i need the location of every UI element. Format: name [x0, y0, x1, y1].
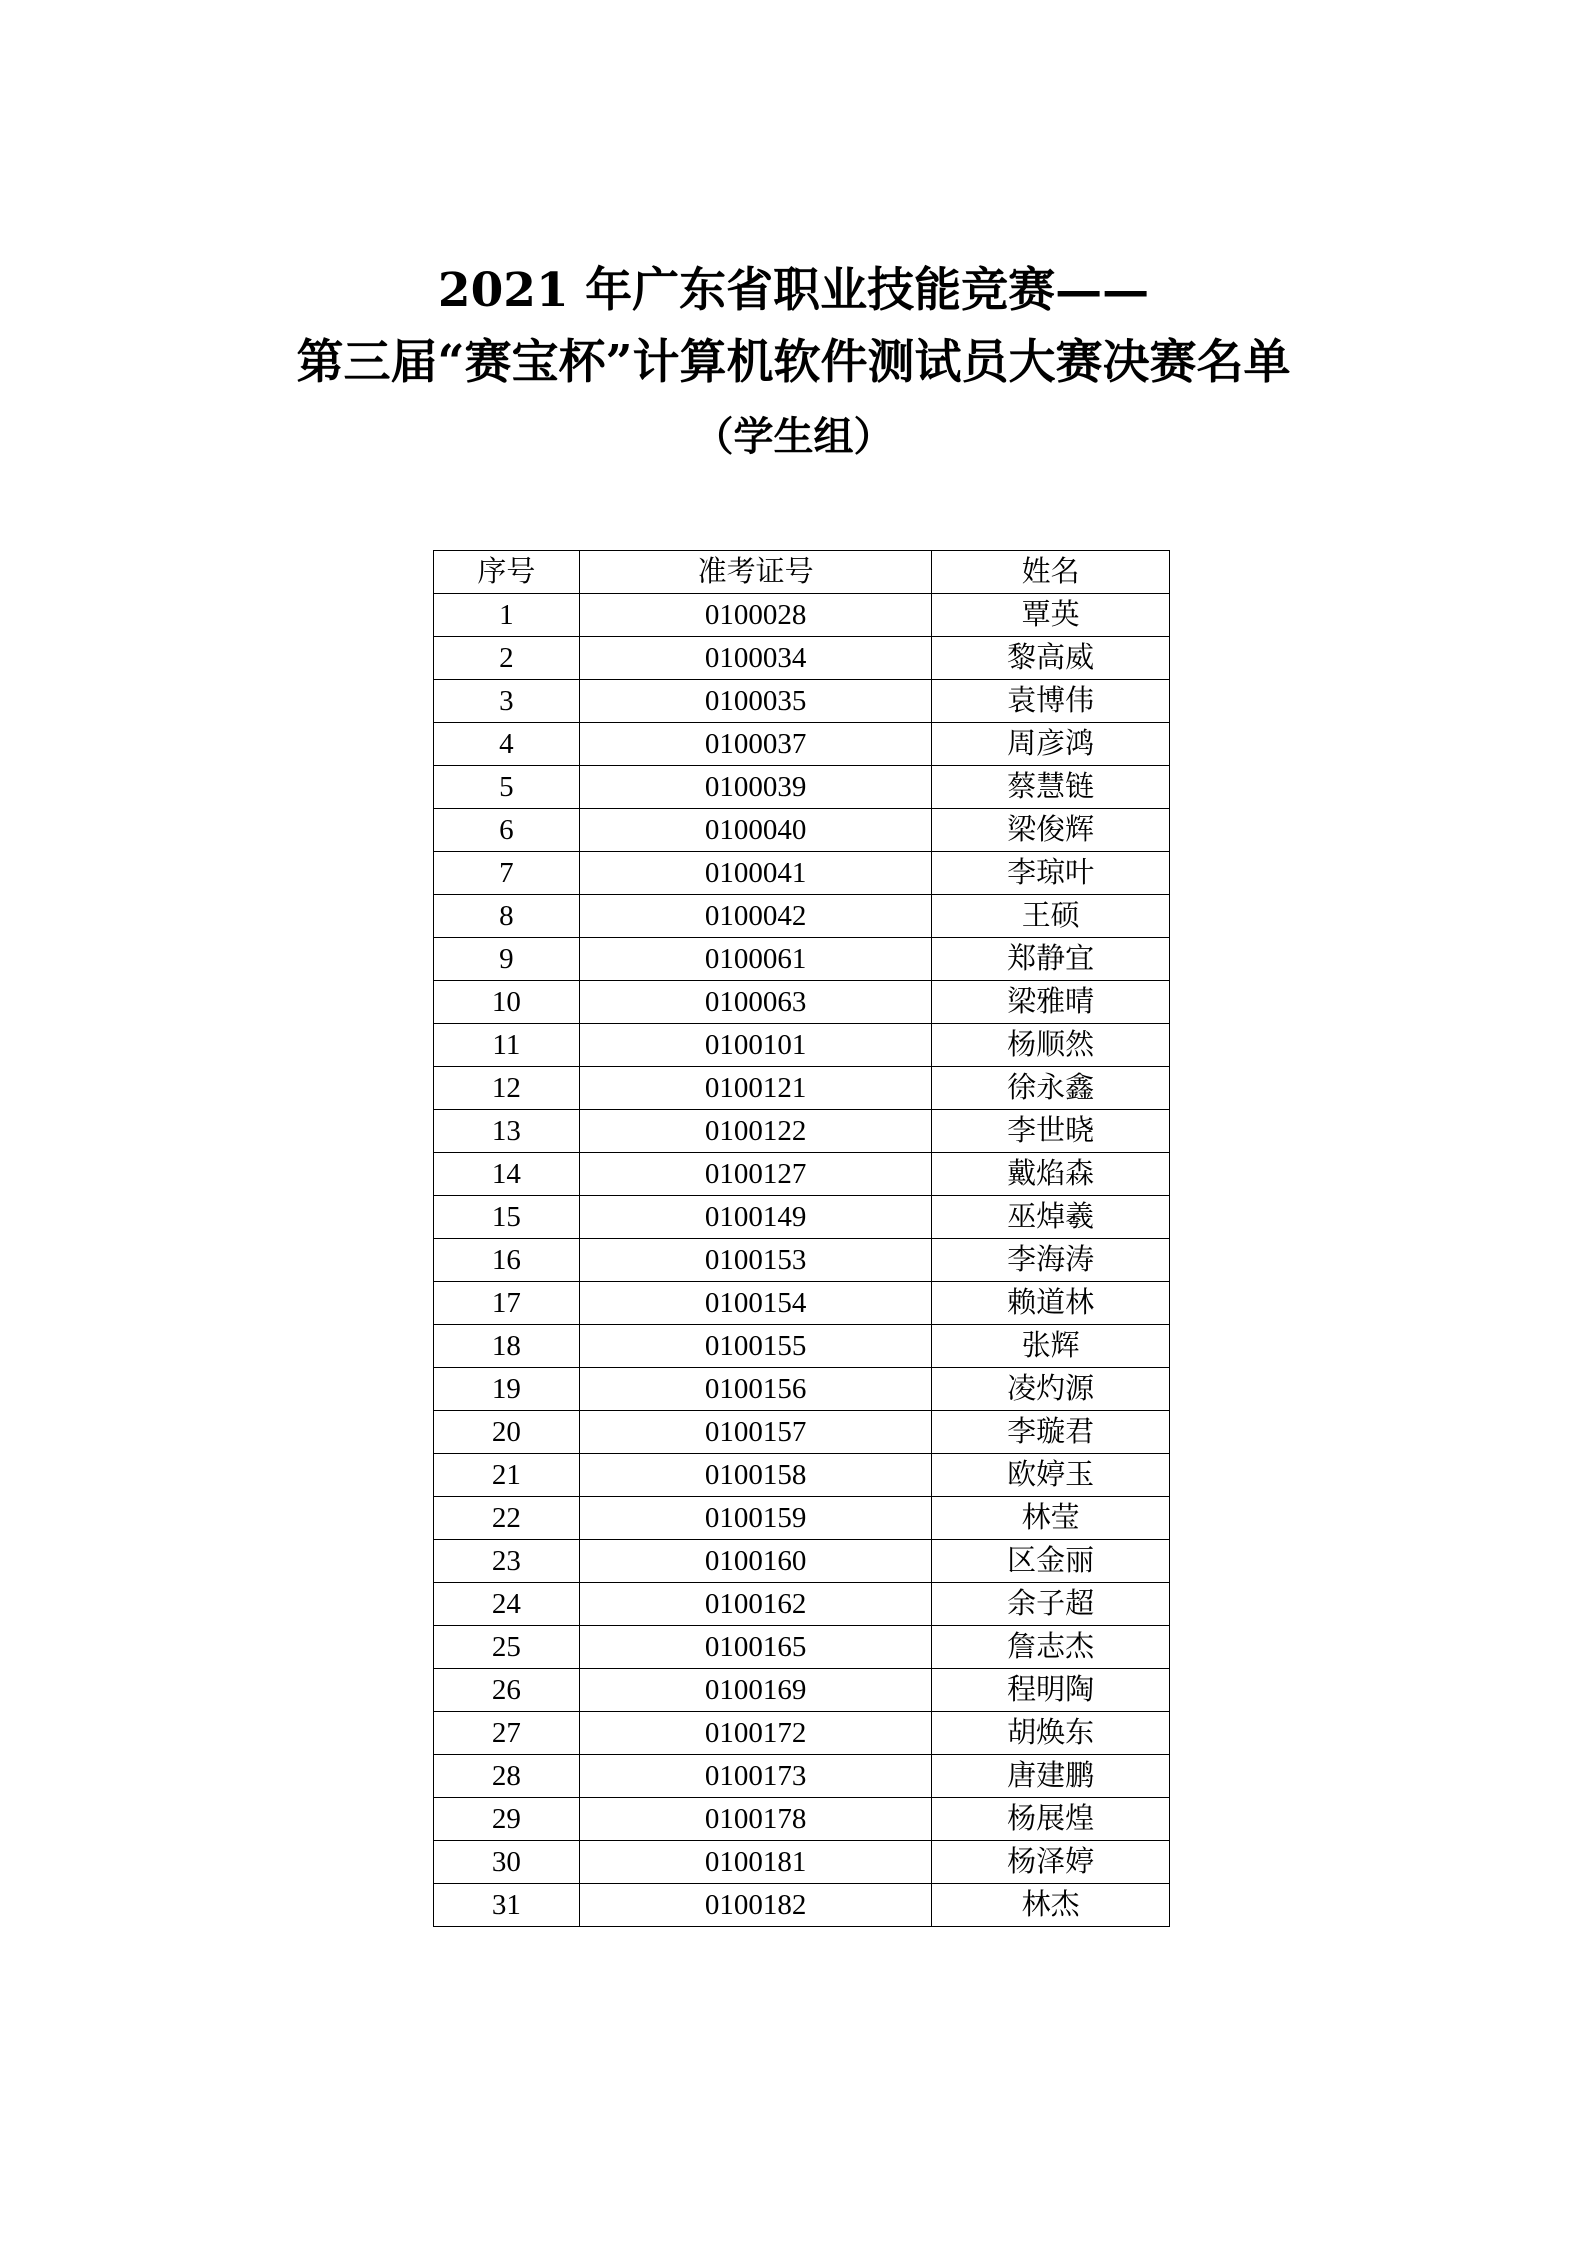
cell-serial: 5 — [434, 766, 580, 809]
cell-serial: 15 — [434, 1196, 580, 1239]
cell-ticket-number: 0100061 — [579, 938, 932, 981]
title-line-1: 2021 年广东省职业技能竞赛—— — [437, 263, 1150, 318]
cell-serial: 22 — [434, 1497, 580, 1540]
cell-name: 杨展煌 — [932, 1798, 1170, 1841]
cell-serial: 31 — [434, 1884, 580, 1927]
table-row — [434, 1712, 1170, 1755]
cell-ticket-number: 0100153 — [579, 1239, 932, 1282]
table-row — [434, 1153, 1170, 1196]
cell-ticket-number: 0100028 — [579, 594, 932, 637]
cell-ticket-number: 0100039 — [579, 766, 932, 809]
cell-name: 余子超 — [932, 1583, 1170, 1626]
document-title — [0, 255, 1587, 473]
cell-ticket-number: 0100159 — [579, 1497, 932, 1540]
table-row — [434, 680, 1170, 723]
cell-ticket-number: 0100063 — [579, 981, 932, 1024]
cell-name: 袁博伟 — [932, 680, 1170, 723]
table-row — [434, 1454, 1170, 1497]
cell-name: 赖道林 — [932, 1282, 1170, 1325]
cell-name: 李琼叶 — [932, 852, 1170, 895]
table-row — [434, 1626, 1170, 1669]
cell-name: 欧婷玉 — [932, 1454, 1170, 1497]
cell-ticket-number: 0100101 — [579, 1024, 932, 1067]
cell-name: 李海涛 — [932, 1239, 1170, 1282]
finalist-table — [433, 550, 1170, 1927]
cell-ticket-number: 0100155 — [579, 1325, 932, 1368]
table-row — [434, 809, 1170, 852]
cell-ticket-number: 0100169 — [579, 1669, 932, 1712]
cell-serial: 10 — [434, 981, 580, 1024]
cell-serial: 28 — [434, 1755, 580, 1798]
cell-serial: 29 — [434, 1798, 580, 1841]
cell-serial: 27 — [434, 1712, 580, 1755]
cell-ticket-number: 0100122 — [579, 1110, 932, 1153]
cell-ticket-number: 0100040 — [579, 809, 932, 852]
cell-ticket-number: 0100162 — [579, 1583, 932, 1626]
table-row — [434, 1067, 1170, 1110]
cell-name: 徐永鑫 — [932, 1067, 1170, 1110]
cell-ticket-number: 0100154 — [579, 1282, 932, 1325]
table-row — [434, 1669, 1170, 1712]
cell-serial: 23 — [434, 1540, 580, 1583]
cell-ticket-number: 0100160 — [579, 1540, 932, 1583]
cell-name: 詹志杰 — [932, 1626, 1170, 1669]
cell-name: 杨顺然 — [932, 1024, 1170, 1067]
cell-name: 唐建鹏 — [932, 1755, 1170, 1798]
cell-serial: 14 — [434, 1153, 580, 1196]
cell-ticket-number: 0100182 — [579, 1884, 932, 1927]
table-row — [434, 852, 1170, 895]
cell-ticket-number: 0100041 — [579, 852, 932, 895]
cell-serial: 11 — [434, 1024, 580, 1067]
cell-serial: 30 — [434, 1841, 580, 1884]
cell-ticket-number: 0100181 — [579, 1841, 932, 1884]
cell-name: 区金丽 — [932, 1540, 1170, 1583]
cell-serial: 1 — [434, 594, 580, 637]
cell-name: 覃英 — [932, 594, 1170, 637]
table-row — [434, 1024, 1170, 1067]
table-row — [434, 1540, 1170, 1583]
cell-name: 凌灼源 — [932, 1368, 1170, 1411]
table-row — [434, 766, 1170, 809]
cell-ticket-number: 0100173 — [579, 1755, 932, 1798]
table-row — [434, 1239, 1170, 1282]
header-serial: 序号 — [434, 551, 580, 594]
table-row — [434, 938, 1170, 981]
cell-serial: 12 — [434, 1067, 580, 1110]
title-group-label: （学生组） — [693, 413, 894, 460]
cell-serial: 20 — [434, 1411, 580, 1454]
table-row — [434, 1497, 1170, 1540]
cell-serial: 26 — [434, 1669, 580, 1712]
table-row — [434, 1368, 1170, 1411]
cell-serial: 3 — [434, 680, 580, 723]
table-row — [434, 1282, 1170, 1325]
cell-name: 胡焕东 — [932, 1712, 1170, 1755]
cell-name: 林莹 — [932, 1497, 1170, 1540]
table-row — [434, 1325, 1170, 1368]
table-row — [434, 1755, 1170, 1798]
cell-ticket-number: 0100165 — [579, 1626, 932, 1669]
table-row — [434, 1798, 1170, 1841]
cell-ticket-number: 0100172 — [579, 1712, 932, 1755]
cell-name: 王硕 — [932, 895, 1170, 938]
cell-serial: 17 — [434, 1282, 580, 1325]
table-row — [434, 1110, 1170, 1153]
cell-name: 巫焯羲 — [932, 1196, 1170, 1239]
cell-name: 郑静宜 — [932, 938, 1170, 981]
cell-name: 梁雅晴 — [932, 981, 1170, 1024]
table-row — [434, 1841, 1170, 1884]
table-row — [434, 1196, 1170, 1239]
cell-serial: 24 — [434, 1583, 580, 1626]
cell-ticket-number: 0100157 — [579, 1411, 932, 1454]
cell-ticket-number: 0100121 — [579, 1067, 932, 1110]
table-row — [434, 1411, 1170, 1454]
cell-name: 戴焰森 — [932, 1153, 1170, 1196]
cell-serial: 4 — [434, 723, 580, 766]
cell-ticket-number: 0100158 — [579, 1454, 932, 1497]
cell-ticket-number: 0100149 — [579, 1196, 932, 1239]
cell-name: 杨泽婷 — [932, 1841, 1170, 1884]
cell-name: 张辉 — [932, 1325, 1170, 1368]
cell-serial: 19 — [434, 1368, 580, 1411]
cell-name: 周彦鸿 — [932, 723, 1170, 766]
cell-name: 李璇君 — [932, 1411, 1170, 1454]
cell-serial: 2 — [434, 637, 580, 680]
table-row — [434, 723, 1170, 766]
cell-name: 程明陶 — [932, 1669, 1170, 1712]
table-row — [434, 895, 1170, 938]
title-line-2: 第三届“赛宝杯”计算机软件测试员大赛决赛名单 — [296, 335, 1291, 390]
cell-ticket-number: 0100156 — [579, 1368, 932, 1411]
cell-serial: 18 — [434, 1325, 580, 1368]
cell-serial: 7 — [434, 852, 580, 895]
cell-serial: 13 — [434, 1110, 580, 1153]
table-row — [434, 1884, 1170, 1927]
table-header-row — [434, 551, 1170, 594]
table-row — [434, 637, 1170, 680]
cell-ticket-number: 0100034 — [579, 637, 932, 680]
cell-ticket-number: 0100035 — [579, 680, 932, 723]
cell-name: 林杰 — [932, 1884, 1170, 1927]
cell-name: 李世晓 — [932, 1110, 1170, 1153]
header-name: 姓名 — [932, 551, 1170, 594]
table-row — [434, 981, 1170, 1024]
cell-ticket-number: 0100127 — [579, 1153, 932, 1196]
cell-ticket-number: 0100042 — [579, 895, 932, 938]
cell-name: 梁俊辉 — [932, 809, 1170, 852]
header-ticket-number: 准考证号 — [579, 551, 932, 594]
table-row — [434, 594, 1170, 637]
cell-serial: 25 — [434, 1626, 580, 1669]
cell-ticket-number: 0100037 — [579, 723, 932, 766]
cell-name: 蔡慧链 — [932, 766, 1170, 809]
cell-serial: 9 — [434, 938, 580, 981]
cell-serial: 16 — [434, 1239, 580, 1282]
cell-ticket-number: 0100178 — [579, 1798, 932, 1841]
cell-serial: 8 — [434, 895, 580, 938]
table-row — [434, 1583, 1170, 1626]
cell-serial: 21 — [434, 1454, 580, 1497]
cell-serial: 6 — [434, 809, 580, 852]
cell-name: 黎高威 — [932, 637, 1170, 680]
